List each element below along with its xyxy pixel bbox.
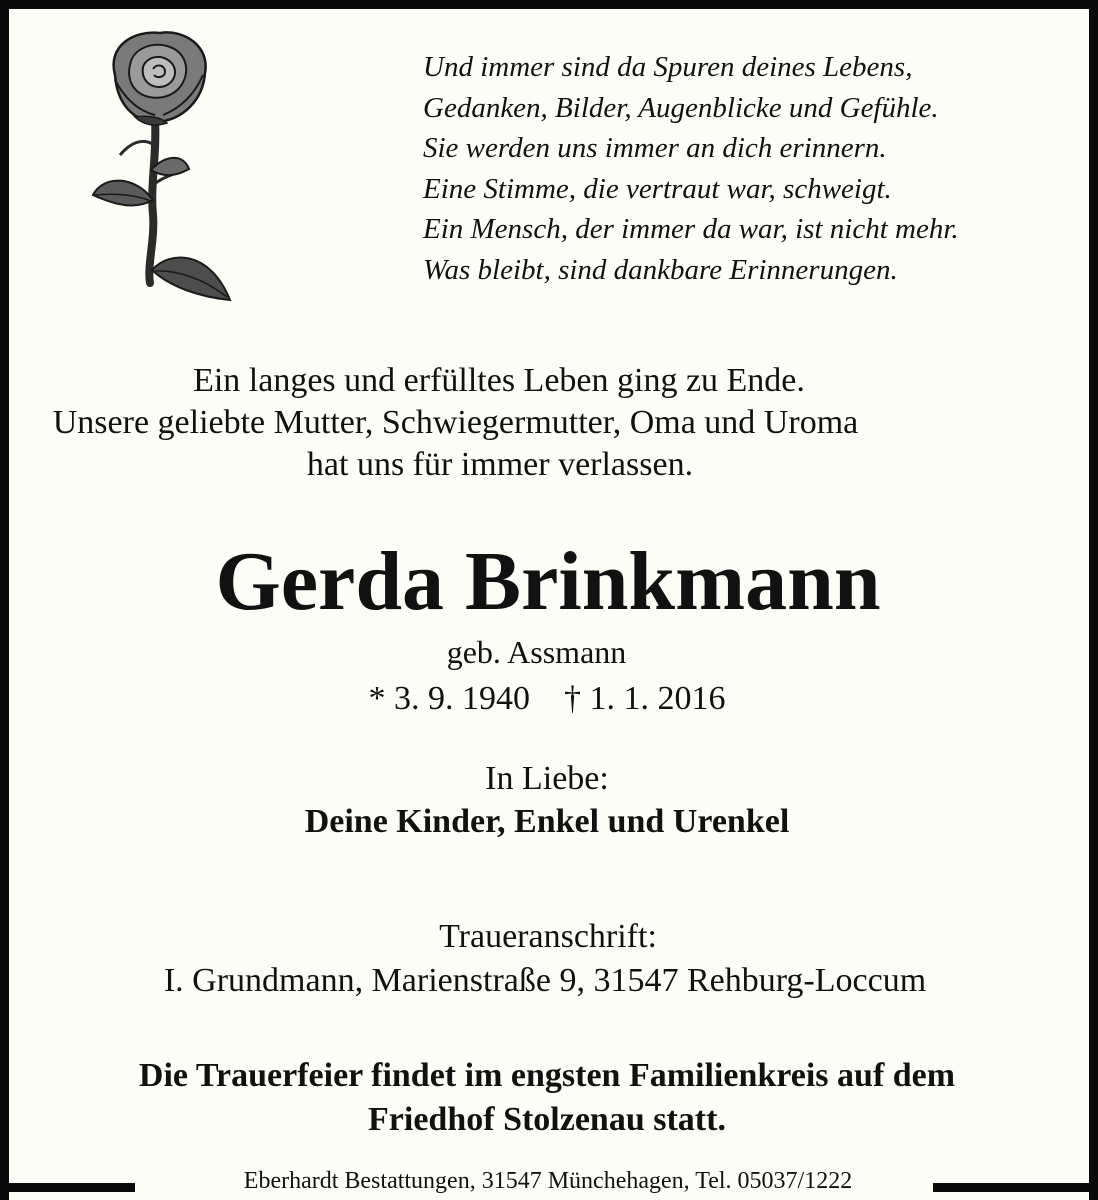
mourners-family: Deine Kinder, Enkel und Urenkel	[304, 803, 790, 840]
rose-icon	[85, 25, 240, 310]
mourners-label: In Liebe:	[485, 760, 609, 797]
poem-line: Gedanken, Bilder, Augenblicke und Gefühle.	[423, 91, 939, 124]
life-dates: * 3. 9. 1940 † 1. 1. 2016	[368, 680, 726, 717]
deceased-name: Gerda Brinkmann	[215, 535, 881, 628]
address-text: I. Grundmann, Marienstraße 9, 31547 Rehburg-Loccum	[163, 962, 927, 999]
poem	[423, 47, 1083, 290]
ceremony-notice	[0, 1054, 1098, 1142]
poem-line: Eine Stimme, die vertraut war, schweigt.	[423, 172, 892, 205]
intro-line: Unsere geliebte Mutter, Schwiegermutter, Oma und Uroma	[52, 404, 859, 441]
ceremony-line: Die Trauerfeier findet im engsten Familienkreis auf dem	[138, 1057, 956, 1094]
poem-line: Was bleibt, sind dankbare Erinnerungen.	[423, 253, 898, 286]
born-name: geb. Assmann	[446, 634, 627, 670]
funeral-home-footer: Eberhardt Bestattungen, 31547 Münchehagen, Tel. 05037/1222	[243, 1168, 853, 1194]
intro-line: Ein langes und erfülltes Leben ging zu Ende.	[193, 362, 805, 399]
address-label: Traueranschrift:	[439, 918, 657, 955]
poem-line: Ein Mensch, der immer da war, ist nicht mehr.	[423, 213, 959, 245]
poem-line: Und immer sind da Spuren deines Lebens,	[423, 51, 913, 83]
ceremony-line: Friedhof Stolzenau statt.	[368, 1101, 726, 1138]
poem-line: Sie werden uns immer an dich erinnern.	[423, 132, 887, 164]
intro-text	[0, 360, 1098, 486]
intro-line: hat uns für immer verlassen.	[306, 446, 694, 483]
